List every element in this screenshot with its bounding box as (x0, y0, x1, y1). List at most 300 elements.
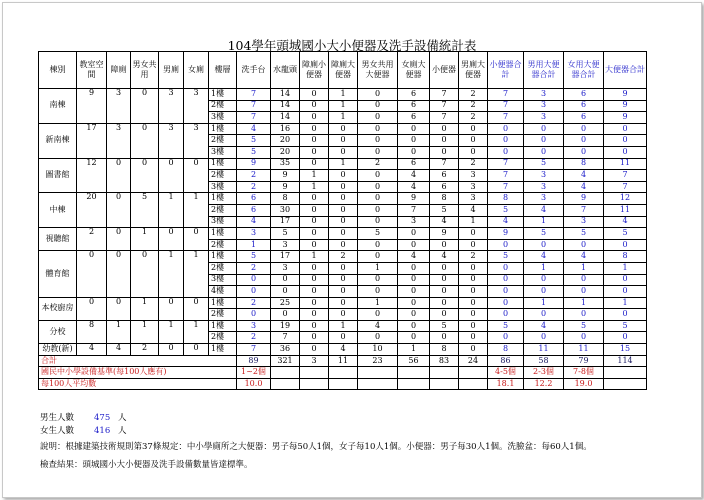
totals-row (39, 355, 647, 367)
value-cell: 0 (604, 146, 647, 158)
value-cell: 0 (459, 332, 488, 344)
floor-cell: 4樓 (209, 286, 237, 298)
value-cell: 8 (430, 344, 459, 356)
column-header: 男女共用 (131, 52, 159, 89)
value-cell: 9 (271, 181, 300, 193)
value-cell: 0 (564, 286, 604, 298)
empty-cell (300, 367, 329, 379)
column-header: 障廁 (107, 52, 131, 89)
value-cell: 0 (604, 286, 647, 298)
value-cell: 7 (430, 112, 459, 124)
value-cell: 36 (271, 344, 300, 356)
space-count: 8 (77, 320, 107, 343)
value-cell: 10 (358, 344, 398, 356)
value-cell: 7 (488, 170, 524, 182)
value-cell: 1 (604, 262, 647, 274)
space-count: 0 (107, 228, 131, 251)
value-cell: 7 (237, 89, 271, 101)
value-cell: 12 (604, 193, 647, 205)
value-cell: 17 (271, 251, 300, 263)
space-count: 2 (77, 228, 107, 251)
value-cell: 0 (300, 216, 329, 228)
value-cell: 0 (329, 262, 358, 274)
value-cell: 3 (524, 89, 564, 101)
value-cell: 16 (271, 123, 300, 135)
value-cell: 0 (459, 274, 488, 286)
total-value: 56 (398, 355, 430, 367)
value-cell: 1 (329, 112, 358, 124)
value-cell: 9 (271, 170, 300, 182)
building-name: 分校 (39, 320, 77, 343)
floor-cell: 1樓 (209, 158, 237, 170)
total-value: 79 (564, 355, 604, 367)
value-cell: 0 (430, 146, 459, 158)
floor-cell: 1樓 (209, 89, 237, 101)
value-cell: 0 (564, 309, 604, 321)
total-value: 83 (430, 355, 459, 367)
space-count: 4 (107, 344, 131, 356)
value-cell: 0 (459, 135, 488, 147)
value-cell: 0 (604, 332, 647, 344)
value-cell: 0 (300, 286, 329, 298)
value-cell: 4 (358, 320, 398, 332)
value-cell: 7 (237, 112, 271, 124)
value-cell: 5 (564, 320, 604, 332)
value-cell: 19 (271, 320, 300, 332)
value-cell: 20 (271, 146, 300, 158)
space-count: 4 (77, 344, 107, 356)
value-cell: 3 (459, 181, 488, 193)
total-value: 11 (329, 355, 358, 367)
space-count: 3 (107, 89, 131, 124)
value-cell: 3 (459, 193, 488, 205)
value-cell: 6 (398, 100, 430, 112)
value-cell: 9 (564, 193, 604, 205)
value-cell: 9 (604, 89, 647, 101)
space-count: 0 (184, 344, 209, 356)
value-cell: 0 (488, 309, 524, 321)
value-cell: 1 (564, 297, 604, 309)
value-cell: 7 (488, 89, 524, 101)
value-cell: 8 (430, 193, 459, 205)
value-cell: 6 (430, 170, 459, 182)
value-cell: 0 (398, 286, 430, 298)
average-row (39, 378, 647, 390)
space-count: 2 (131, 344, 159, 356)
value-cell: 2 (459, 251, 488, 263)
value-cell: 0 (430, 123, 459, 135)
value-cell: 4 (237, 123, 271, 135)
stat-value: 475 (94, 413, 111, 423)
value-cell: 0 (564, 135, 604, 147)
value-cell: 0 (398, 123, 430, 135)
building-name: 視聽館 (39, 228, 77, 251)
column-header: 女廁 (184, 52, 209, 89)
value-cell: 0 (430, 286, 459, 298)
value-cell: 3 (524, 181, 564, 193)
value-cell: 7 (430, 89, 459, 101)
empty-cell (271, 367, 300, 379)
value-cell: 0 (604, 309, 647, 321)
value-cell: 0 (488, 274, 524, 286)
table-row (39, 89, 647, 101)
space-count: 17 (77, 123, 107, 158)
floor-cell: 2樓 (209, 332, 237, 344)
student-count (40, 411, 127, 423)
value-cell: 0 (398, 332, 430, 344)
space-count: 1 (159, 193, 184, 228)
value-cell: 7 (237, 344, 271, 356)
value-cell: 0 (488, 135, 524, 147)
value-cell: 0 (237, 286, 271, 298)
value-cell: 0 (398, 309, 430, 321)
value-cell: 0 (524, 146, 564, 158)
value-cell: 1 (398, 344, 430, 356)
value-cell: 0 (430, 274, 459, 286)
value-cell: 0 (459, 146, 488, 158)
value-cell: 3 (237, 228, 271, 240)
value-cell: 0 (300, 228, 329, 240)
value-cell: 14 (271, 89, 300, 101)
column-header: 女廁大便器 (398, 52, 430, 89)
value-cell: 0 (329, 123, 358, 135)
value-cell: 1 (358, 262, 398, 274)
value-cell: 11 (604, 158, 647, 170)
space-count: 0 (131, 251, 159, 297)
space-count: 0 (184, 158, 209, 193)
value-cell: 0 (398, 146, 430, 158)
empty-cell (329, 367, 358, 379)
value-cell: 3 (524, 170, 564, 182)
value-cell: 0 (329, 274, 358, 286)
value-cell: 0 (358, 251, 398, 263)
building-name: 南棟 (39, 89, 77, 124)
space-count: 0 (77, 297, 107, 320)
empty-cell (329, 378, 358, 390)
value-cell: 1 (329, 100, 358, 112)
floor-cell: 1樓 (209, 123, 237, 135)
space-count: 0 (107, 193, 131, 228)
value-cell: 0 (398, 297, 430, 309)
value-cell: 7 (488, 100, 524, 112)
value-cell: 3 (271, 262, 300, 274)
value-cell: 0 (398, 228, 430, 240)
value-cell: 14 (271, 100, 300, 112)
value-cell: 0 (524, 274, 564, 286)
value-cell: 0 (329, 309, 358, 321)
value-cell: 4 (329, 344, 358, 356)
value-cell: 0 (524, 286, 564, 298)
value-cell: 8 (488, 344, 524, 356)
value-cell: 0 (329, 181, 358, 193)
value-cell: 0 (488, 262, 524, 274)
value-cell: 0 (237, 309, 271, 321)
value-cell: 5 (271, 228, 300, 240)
value-cell: 2 (237, 181, 271, 193)
value-cell: 8 (564, 158, 604, 170)
value-cell: 0 (358, 146, 398, 158)
value-cell: 0 (329, 193, 358, 205)
column-header: 大便器合計 (604, 52, 647, 89)
value-cell: 0 (430, 239, 459, 251)
column-header: 男廁 (159, 52, 184, 89)
value-cell: 3 (398, 216, 430, 228)
value-cell: 0 (300, 262, 329, 274)
value-cell: 5 (604, 228, 647, 240)
value-cell: 5 (358, 228, 398, 240)
value-cell: 0 (358, 170, 398, 182)
value-cell: 35 (271, 158, 300, 170)
value-cell: 0 (398, 239, 430, 251)
table-row (39, 193, 647, 205)
value-cell: 1 (524, 216, 564, 228)
value-cell: 8 (271, 193, 300, 205)
value-cell: 4 (459, 204, 488, 216)
value-cell: 7 (564, 204, 604, 216)
table-row (39, 228, 647, 240)
value-cell: 0 (358, 286, 398, 298)
value-cell: 0 (329, 286, 358, 298)
floor-cell: 3樓 (209, 181, 237, 193)
value-cell: 5 (237, 135, 271, 147)
value-cell: 17 (271, 216, 300, 228)
empty-cell (604, 367, 647, 379)
value-cell: 2 (358, 158, 398, 170)
value-cell: 0 (358, 274, 398, 286)
value-cell: 2 (459, 112, 488, 124)
value-cell: 3 (524, 112, 564, 124)
value-cell: 6 (398, 158, 430, 170)
value-cell: 0 (430, 135, 459, 147)
value-cell: 6 (564, 89, 604, 101)
space-count: 0 (131, 123, 159, 158)
value-cell: 0 (329, 228, 358, 240)
total-value: 89 (237, 355, 271, 367)
value-cell: 0 (300, 193, 329, 205)
average-row-label: 每100人平均數 (39, 378, 237, 390)
value-cell: 0 (524, 239, 564, 251)
value-cell: 0 (300, 297, 329, 309)
value-cell: 4 (488, 216, 524, 228)
space-count: 1 (107, 320, 131, 343)
value-cell: 0 (459, 228, 488, 240)
value-cell: 0 (358, 89, 398, 101)
value-cell: 5 (564, 228, 604, 240)
value-cell: 0 (430, 262, 459, 274)
value-cell: 6 (564, 112, 604, 124)
value-cell: 0 (459, 297, 488, 309)
building-name: 圖書館 (39, 158, 77, 193)
value-cell: 30 (271, 204, 300, 216)
value-cell: 0 (329, 135, 358, 147)
value-cell: 0 (564, 239, 604, 251)
empty-cell (300, 378, 329, 390)
value-cell: 0 (271, 274, 300, 286)
value-cell: 7 (604, 170, 647, 182)
value-cell: 0 (564, 274, 604, 286)
value-cell: 0 (459, 309, 488, 321)
value-cell: 3 (459, 170, 488, 182)
floor-cell: 1樓 (209, 344, 237, 356)
table-row (39, 297, 647, 309)
value-cell: 9 (237, 158, 271, 170)
value-cell: 0 (488, 239, 524, 251)
value-cell: 0 (329, 170, 358, 182)
value-cell: 0 (398, 274, 430, 286)
totals-label: 合計 (39, 355, 237, 367)
column-header: 教室空間 (77, 52, 107, 89)
total-value: 58 (524, 355, 564, 367)
value-cell: 20 (271, 135, 300, 147)
value-cell: 4 (430, 216, 459, 228)
value-cell: 6 (430, 181, 459, 193)
value-cell: 0 (358, 135, 398, 147)
column-header: 小便器合計 (488, 52, 524, 89)
standard-row (39, 367, 647, 379)
value-cell: 0 (300, 239, 329, 251)
value-cell: 0 (488, 297, 524, 309)
empty-cell (604, 378, 647, 390)
value-cell: 4 (564, 181, 604, 193)
space-count: 3 (159, 123, 184, 158)
space-count: 9 (77, 89, 107, 124)
value-cell: 4 (564, 251, 604, 263)
value-cell: 0 (488, 286, 524, 298)
column-header: 男女共用大便器 (358, 52, 398, 89)
space-count: 0 (159, 158, 184, 193)
value-cell: 6 (564, 100, 604, 112)
empty-cell (398, 367, 430, 379)
floor-cell: 3樓 (209, 274, 237, 286)
value-cell: 0 (604, 123, 647, 135)
page-title: 104學年頭城國小大小便器及洗手設備統計表 (227, 38, 477, 53)
value-cell: 0 (358, 239, 398, 251)
value-cell: 4 (237, 216, 271, 228)
value-cell: 0 (488, 332, 524, 344)
value-cell: 0 (524, 123, 564, 135)
column-header: 障廁大便器 (329, 52, 358, 89)
value-cell: 0 (358, 112, 398, 124)
value-cell: 11 (604, 204, 647, 216)
value-cell: 1 (604, 297, 647, 309)
value-cell: 7 (430, 158, 459, 170)
value-cell: 8 (604, 251, 647, 263)
value-cell: 0 (300, 123, 329, 135)
value-cell: 0 (271, 286, 300, 298)
value-cell: 4 (524, 320, 564, 332)
value-cell: 0 (524, 309, 564, 321)
column-header: 男用大便器合計 (524, 52, 564, 89)
space-count: 0 (159, 344, 184, 356)
space-count: 0 (77, 251, 107, 297)
value-cell: 0 (358, 193, 398, 205)
table-row (39, 320, 647, 332)
floor-cell: 2樓 (209, 239, 237, 251)
value-cell: 6 (237, 204, 271, 216)
value-cell: 9 (604, 100, 647, 112)
value-cell: 0 (300, 112, 329, 124)
value-cell: 5 (430, 320, 459, 332)
total-value: 114 (604, 355, 647, 367)
value-cell: 1 (524, 297, 564, 309)
empty-cell (459, 378, 488, 390)
value-cell: 0 (459, 123, 488, 135)
space-count: 12 (77, 158, 107, 193)
floor-cell: 2樓 (209, 135, 237, 147)
building-name: 體育館 (39, 251, 77, 297)
value-cell: 4 (398, 251, 430, 263)
value-cell: 0 (488, 146, 524, 158)
value-cell: 0 (300, 344, 329, 356)
value-cell: 0 (271, 309, 300, 321)
space-count: 0 (159, 297, 184, 320)
empty-cell (358, 367, 398, 379)
value-cell: 9 (430, 228, 459, 240)
floor-cell: 1樓 (209, 297, 237, 309)
floor-cell: 2樓 (209, 100, 237, 112)
value-cell: 0 (300, 274, 329, 286)
value-cell: 0 (564, 123, 604, 135)
empty-cell (459, 367, 488, 379)
value-cell: 6 (398, 112, 430, 124)
value-cell: 3 (524, 193, 564, 205)
value-cell: 7 (488, 112, 524, 124)
stat-value: 416 (94, 426, 111, 436)
value-cell: 5 (524, 158, 564, 170)
total-value: 86 (488, 355, 524, 367)
value-cell: 0 (524, 135, 564, 147)
value-cell: 0 (300, 100, 329, 112)
value-cell: 1 (237, 239, 271, 251)
table-row (39, 123, 647, 135)
value-cell: 0 (300, 204, 329, 216)
value-cell: 0 (358, 181, 398, 193)
total-value: 321 (271, 355, 300, 367)
value-cell: 3 (237, 320, 271, 332)
value-cell: 1 (300, 181, 329, 193)
value-cell: 2 (237, 262, 271, 274)
value-cell: 4 (398, 181, 430, 193)
space-count: 3 (159, 89, 184, 124)
value-cell: 0 (329, 332, 358, 344)
header-row (39, 52, 647, 89)
average-row-male: 12.2 (524, 378, 564, 390)
space-count: 1 (184, 320, 209, 343)
column-header: 洗手台 (237, 52, 271, 89)
building-name: 中棟 (39, 193, 77, 228)
value-cell: 11 (524, 344, 564, 356)
value-cell: 2 (237, 332, 271, 344)
value-cell: 0 (459, 320, 488, 332)
value-cell: 9 (398, 193, 430, 205)
value-cell: 5 (237, 146, 271, 158)
value-cell: 0 (459, 239, 488, 251)
standard-row-label: 國民中小學設備基準(每100人應有) (39, 367, 237, 379)
value-cell: 0 (300, 135, 329, 147)
floor-cell: 1樓 (209, 320, 237, 332)
value-cell: 4 (524, 204, 564, 216)
floor-cell: 2樓 (209, 204, 237, 216)
value-cell: 7 (604, 181, 647, 193)
value-cell: 1 (300, 251, 329, 263)
column-header: 障廁小便器 (300, 52, 329, 89)
value-cell: 0 (604, 239, 647, 251)
standard-row-washbasin: 1~2個 (237, 367, 271, 379)
value-cell: 7 (398, 204, 430, 216)
space-count: 1 (184, 251, 209, 297)
value-cell: 0 (398, 262, 430, 274)
space-count: 0 (107, 297, 131, 320)
